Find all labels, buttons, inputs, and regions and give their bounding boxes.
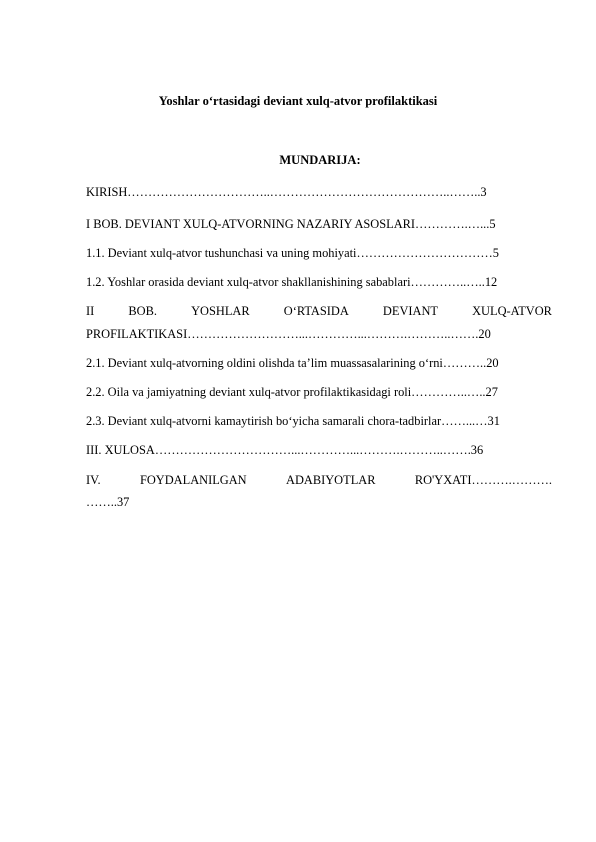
toc-word: DEVIANT	[382, 304, 438, 318]
toc-word: BOB.	[128, 304, 157, 318]
toc-heading: MUNDARIJA:	[279, 153, 361, 167]
toc-word: RO'YXATI……….……….	[414, 473, 552, 487]
toc-word: O‘RTASIDA	[283, 304, 349, 318]
toc-entry-references-line-2: ……..37	[86, 495, 130, 509]
toc-entry-references-line-1	[86, 472, 552, 488]
toc-entry-section-1-2: 1.2. Yoshlar orasida deviant xulq-atvor shakllanishining sabablari…………..…..12	[86, 275, 498, 289]
toc-entry-section-2-2: 2.2. Oila va jamiyatning deviant xulq-atvor profilaktikasidagi roli…………..…..27	[86, 385, 498, 399]
toc-entry-section-2-3: 2.3. Deviant xulq-atvorni kamaytirish bo‘yicha samarali chora-tadbirlar……...…31	[86, 414, 500, 428]
toc-word: FOYDALANILGAN	[139, 473, 247, 487]
toc-entry-chapter-2-line-2: PROFILAKTIKASI………………………...…………...……….………..…….20	[86, 327, 491, 341]
toc-entry-kirish: KIRISH……………………………..……………………………………..……..3	[86, 185, 487, 199]
toc-entry-xulosa: III. XULOSA……………………………...…………...……….………..…….36	[86, 443, 484, 457]
toc-entry-section-1-1: 1.1. Deviant xulq-atvor tushunchasi va uning mohiyati……………………………5	[86, 246, 499, 260]
toc-entry-chapter-2-line-1	[86, 303, 552, 319]
toc-entry-section-2-1: 2.1. Deviant xulq-atvorning oldini olishda ta’lim muassasalarining o‘rni………..20	[86, 356, 499, 370]
toc-word: XULQ-ATVOR	[472, 304, 552, 318]
toc-word: II	[86, 304, 95, 318]
toc-word: ADABIYOTLAR	[286, 473, 376, 487]
toc-word: IV.	[86, 473, 101, 487]
toc-word: YOSHLAR	[191, 304, 250, 318]
toc-entry-chapter-1: I BOB. DEVIANT XULQ-ATVORNING NAZARIY ASOSLARI………….…...5	[86, 217, 496, 231]
document-title: Yoshlar o‘rtasidagi deviant xulq-atvor profilaktikasi	[158, 94, 438, 108]
